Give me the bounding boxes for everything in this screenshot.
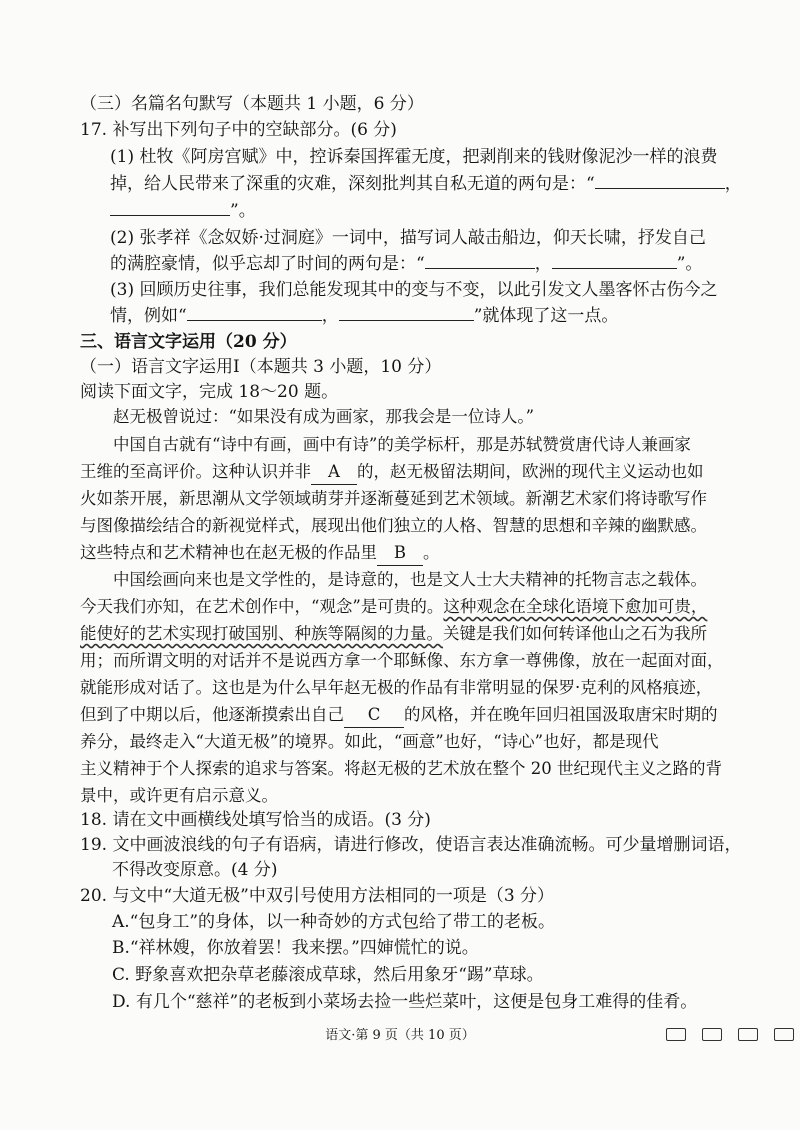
passage-line-8a: 今天我们亦知，在艺术创作中，“观念”是可贵的。 [80,597,444,616]
mark-box-1 [666,1028,686,1041]
question-17-stem: 17. 补写出下列句子中的空缺部分。(6 分) [80,120,397,140]
q17-blank-6[interactable] [339,304,474,321]
q17-blank-4[interactable] [552,252,677,269]
passage-line-14: 主义精神于个人探索的追求与答案。将赵无极的艺术放在整个 20 世纪现代主义之路的背 [80,759,722,778]
passage-line-12a: 但到了中期以后，他逐渐摸索出自己 [80,705,344,724]
wavy-sentence-part2: 能使好的艺术实现打破国别、种族等隔阂的力量。 [80,624,443,643]
q17-part2-comma: ， [534,254,552,274]
part3-heading: 三、语言文字运用（20 分） [80,332,297,352]
q17-part3-line2 [110,304,618,328]
passage-line-2: 中国自古就有“诗中有画，画中有诗”的美学标杆，那是苏轼赞赏唐代诗人兼画家 [113,435,691,454]
passage-line-8 [80,595,707,619]
question-19-line2: 不得改变原意。(4 分) [112,860,278,880]
q17-part3-text: 情，例如“ [110,306,187,326]
passage-line-5: 与图像描绘结合的新视觉样式，展现出他们独立的人格、智慧的思想和辛辣的幽默感。 [80,516,707,535]
q17-blank-1[interactable] [595,172,725,189]
q17-part3-comma: ， [321,306,339,326]
passage-line-6 [80,541,440,566]
passage-line-3 [80,460,704,485]
sub-section-heading: （一）语言文字运用Ⅰ（本题共 3 小题，10 分） [80,357,442,377]
passage-blank-b[interactable]: B [377,541,423,566]
passage-line-9b: 关键是我们如何转译他山之石为我所 [443,624,707,643]
passage-line-10: 用；而所谓文明的对话并不是说西方拿一个耶稣像、东方拿一尊佛像，放在一起面对面， [80,651,724,670]
q17-part2-line2 [110,252,702,276]
q17-part3-close: ”就体现了这一点。 [473,306,619,326]
q17-part2-text: 的满腔豪情，似乎忘却了时间的两句是：“ [110,254,425,274]
wavy-sentence-part1: 这种观念在全球化语境下愈加可贵， [443,597,708,616]
passage-line-6a: 这些特点和艺术精神也在赵无极的作品里 [80,543,377,562]
passage-line-11: 就能形成对话了。这也是为什么早年赵无极的作品有非常明显的保罗·克利的风格痕迹， [80,678,713,697]
q17-blank-3[interactable] [425,252,535,269]
passage-blank-c[interactable]: C [344,703,404,728]
passage-line-4: 火如荼开展，新思潮从文学领域萌芽并逐渐蔓延到艺术领域。新潮艺术家们将诗歌写作 [80,489,707,508]
passage-line-12 [80,703,718,728]
q17-part1-line3 [110,199,256,223]
passage-blank-a[interactable]: A [311,460,357,485]
q17-part1-line2 [110,172,742,196]
q17-part1-line1: (1) 杜牧《阿房宫赋》中，控诉秦国挥霍无度，把剥削来的钱财像泥沙一样的浪费 [110,147,718,167]
q17-blank-2[interactable] [110,199,230,216]
q17-blank-5[interactable] [187,304,322,321]
reading-instruction: 阅读下面文字，完成 18～20 题。 [80,382,339,402]
answer-card-marks [666,1026,796,1046]
q17-part2-close: ”。 [676,254,703,274]
q17-part1-comma: ， [724,174,742,194]
passage-line-3a: 王维的至高评价。这种认识并非 [80,462,311,481]
mark-box-3 [738,1028,758,1041]
question-20-stem: 20. 与文中“大道无极”中双引号使用方法相同的一项是（3 分） [80,886,555,906]
q20-option-a[interactable]: A.“包身工”的身体，以一种奇妙的方式包给了带工的老板。 [112,912,556,932]
passage-line-6b: 。 [423,543,440,562]
mark-box-2 [702,1028,722,1041]
passage-line-15: 景中，或许更有启示意义。 [80,786,278,805]
page-footer: 语文·第 9 页（共 10 页） [325,1028,475,1043]
q17-part1-text: 掉，给人民带来了深重的灾难，深刻批判其自私无道的两句是：“ [110,174,595,194]
question-18: 18. 请在文中画横线处填写恰当的成语。(3 分) [80,810,431,830]
passage-line-7: 中国绘画向来也是文学性的，是诗意的，也是文人士大夫精神的托物言志之载体。 [113,570,707,589]
q20-option-c[interactable]: C. 野象喜欢把杂草老藤滚成草球，然后用象牙“踢”草球。 [112,965,544,985]
passage-line-1: 赵无极曾说过：“如果没有成为画家，那我会是一位诗人。” [113,407,535,426]
q17-part2-line1: (2) 张孝祥《念奴娇·过洞庭》一词中，描写词人敲击船边，仰天长啸，抒发自己 [110,228,706,248]
passage-line-9 [80,622,707,646]
q20-option-b[interactable]: B.“祥林嫂，你放着罢！我来摆。”四婶慌忙的说。 [112,938,479,958]
mark-box-4 [774,1028,794,1041]
section-heading-recitation: （三）名篇名句默写（本题共 1 小题，6 分） [80,94,424,114]
q17-part3-line1: (3) 回顾历史往事，我们总能发现其中的变与不变，以此引发文人墨客怀古伤今之 [110,280,718,300]
q17-part1-close: ”。 [230,201,256,221]
question-19-line1: 19. 文中画波浪线的句子有语病，请进行修改，使语言表达准确流畅。可少量增删词语， [80,835,742,855]
passage-line-12b: 的风格，并在晚年回归祖国汲取唐宋时期的 [404,705,718,724]
passage-line-13: 养分，最终走入“大道无极”的境界。如此，“画意”也好，“诗心”也好，都是现代 [80,732,659,751]
passage-line-3b: 的，赵无极留法期间，欧洲的现代主义运动也如 [357,462,704,481]
q20-option-d[interactable]: D. 有几个“慈祥”的老板到小菜场去捡一些烂菜叶，这便是包身工难得的佳肴。 [112,992,698,1012]
